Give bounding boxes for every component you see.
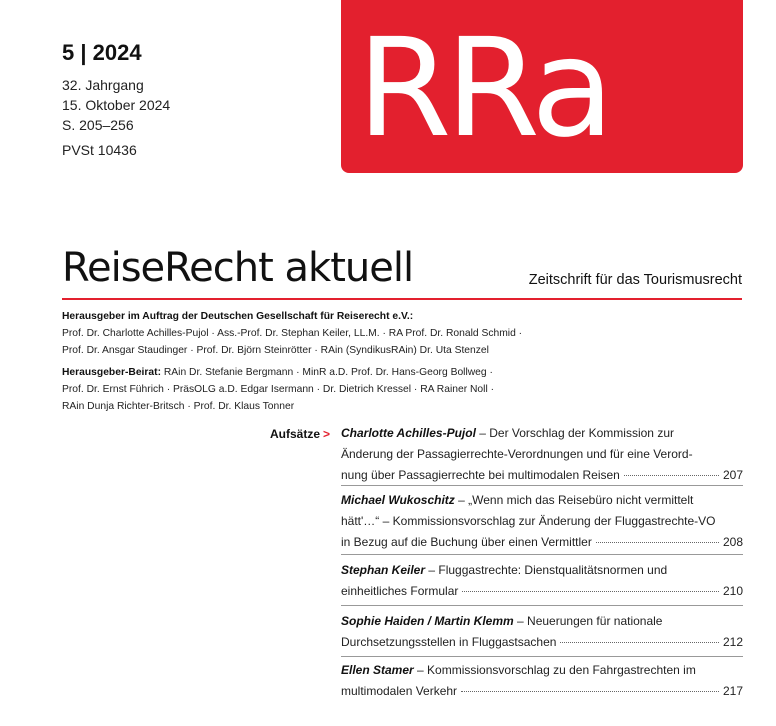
leader-dots <box>462 591 719 592</box>
toc-entry[interactable] <box>341 660 743 702</box>
leader-dots <box>461 691 719 692</box>
article-author: Sophie Haiden / Martin Klemm <box>341 614 514 628</box>
journal-subtitle: Zeitschrift für das Tourismusrecht <box>528 272 742 288</box>
article-title-cont: hätt'…“ – Kommissionsvorschlag zur Änderung der Fluggastrechte-VO <box>341 514 716 528</box>
editors-line: Prof. Dr. Charlotte Achilles-Pujol · Ass.-Prof. Dr. Stephan Keiler, LL.M. · RA Prof. Dr. Ronald Schmid · <box>62 328 523 339</box>
article-title-cont: Änderung der Passagierrechte-Verordnungen und für eine Verord- <box>341 447 693 461</box>
article-title: – Der Vorschlag der Kommission zur <box>475 426 674 440</box>
page-number: 208 <box>722 535 743 549</box>
pvst-number: PVSt 10436 <box>62 142 137 158</box>
page-number: 217 <box>722 684 743 698</box>
advisory-board-line: Prof. Dr. Ernst Führich · PräsOLG a.D. Edgar Isermann · Dr. Dietrich Kressel · RA Rainer Noll · <box>62 384 495 395</box>
article-title-end: in Bezug auf die Buchung über einen Vermittler <box>341 535 592 549</box>
page-number: 210 <box>722 584 743 598</box>
editors-block <box>62 308 752 359</box>
advisory-board-line: RAin Dunja Richter-Britsch · Prof. Dr. Klaus Tonner <box>62 401 295 412</box>
editors-line: Prof. Dr. Ansgar Staudinger · Prof. Dr. Björn Steinrötter · RAin (SyndikusRAin) Dr. Uta Stenzel <box>62 345 489 356</box>
article-title-end: multimodalen Verkehr <box>341 684 458 698</box>
article-title: – „Wenn mich das Reisebüro nicht vermittelt <box>454 493 694 507</box>
title-divider <box>62 298 742 300</box>
issue-number: 5 | 2024 <box>62 40 142 65</box>
article-title-end: einheitliches Formular <box>341 584 459 598</box>
entry-divider <box>341 605 743 606</box>
article-title: – Fluggastrechte: Dienstqualitätsnormen und <box>425 563 668 577</box>
journal-title: ReiseRecht aktuell <box>62 245 414 291</box>
entry-divider <box>341 656 743 657</box>
toc-entry[interactable] <box>341 560 743 602</box>
section-label: Aufsätze > <box>270 427 331 441</box>
toc-entry[interactable] <box>341 490 743 553</box>
editors-label: Herausgeber im Auftrag der Deutschen Gesellschaft für Reiserecht e.V.: <box>62 311 414 322</box>
logo-text: RRa <box>357 10 609 168</box>
issue-date: 15. Oktober 2024 <box>62 97 171 113</box>
toc-entry[interactable] <box>341 423 743 486</box>
article-author: Charlotte Achilles-Pujol <box>341 426 476 440</box>
journal-logo <box>341 0 743 173</box>
article-title: – Neuerungen für nationale <box>513 614 663 628</box>
leader-dots <box>624 475 719 476</box>
article-author: Ellen Stamer <box>341 663 414 677</box>
page-number: 207 <box>722 468 743 482</box>
chevron-right-icon: > <box>323 427 331 441</box>
article-author: Michael Wukoschitz <box>341 493 455 507</box>
entry-divider <box>341 485 743 486</box>
entry-divider <box>341 554 743 555</box>
page-number: 212 <box>722 635 743 649</box>
article-title-end: Durchsetzungsstellen in Fluggastsachen <box>341 635 557 649</box>
advisory-board-label: Herausgeber-Beirat: <box>62 367 161 378</box>
advisory-board-block <box>62 364 752 415</box>
toc-entry[interactable] <box>341 611 743 653</box>
leader-dots <box>596 542 719 543</box>
page-range: S. 205–256 <box>62 117 134 133</box>
article-author: Stephan Keiler <box>341 563 426 577</box>
advisory-board-line: RAin Dr. Stefanie Bergmann · MinR a.D. Prof. Dr. Hans-Georg Bollweg · <box>163 367 493 378</box>
article-title: – Kommissionsvorschlag zu den Fahrgastrechten im <box>413 663 696 677</box>
leader-dots <box>560 642 719 643</box>
volume: 32. Jahrgang <box>62 77 144 93</box>
article-title-end: nung über Passagierrechte bei multimodalen Reisen <box>341 468 620 482</box>
